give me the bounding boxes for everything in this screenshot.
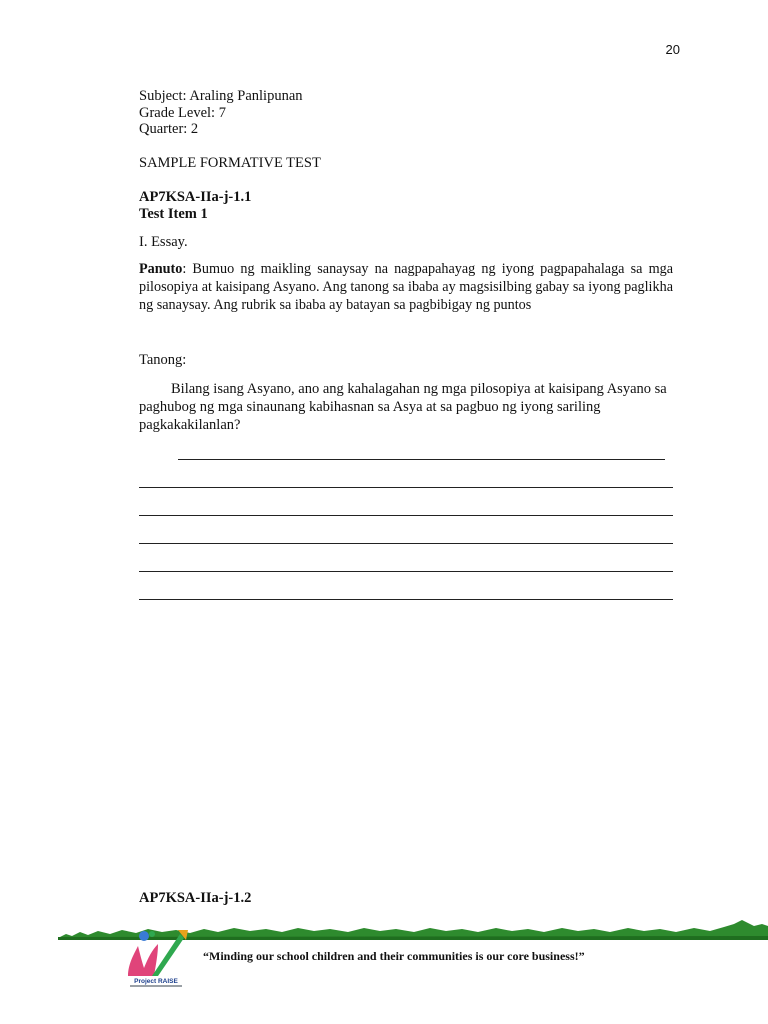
answer-line[interactable] bbox=[139, 599, 673, 600]
project-raise-logo bbox=[122, 924, 190, 990]
question-label: Tanong: bbox=[139, 352, 187, 368]
subject-line: Subject: Araling Panlipunan bbox=[139, 88, 303, 104]
answer-line[interactable] bbox=[139, 515, 673, 516]
answer-line[interactable] bbox=[139, 571, 673, 572]
next-competency-code: AP7KSA-IIa-j-1.2 bbox=[139, 890, 252, 906]
page-number: 20 bbox=[665, 42, 680, 57]
test-item-label: Test Item 1 bbox=[139, 205, 208, 222]
logo-lettering: Project RAISE bbox=[134, 978, 178, 985]
footer-motto: “Minding our school children and their communities is our core business!” bbox=[203, 949, 585, 963]
instructions-text: : Bumuo ng maikling sanaysay na nagpapahayag ng iyong pagpapahalaga sa mga pilosopiya at kaisipang Asyano. Ang tanong sa ibaba ay magsisilbing gabay sa iyong paglikha ng sanaysay. Ang rubrik sa ibaba ay batayan sa pagbibigay ng puntos bbox=[139, 261, 673, 314]
question-text: Bilang isang Asyano, ano ang kahalagahan ng mga pilosopiya at kaisipang Asyano sa paghubog ng mga sinaunang kabihasnan sa Asya at sa pagbuo ng iyong sariling pagkakakilanlan? bbox=[139, 381, 667, 433]
essay-heading: I. Essay. bbox=[139, 234, 188, 250]
instructions-label: Panuto bbox=[139, 261, 183, 277]
competency-code: AP7KSA-IIa-j-1.1 bbox=[139, 189, 252, 205]
answer-line[interactable] bbox=[139, 543, 673, 544]
competency-block bbox=[139, 189, 251, 222]
answer-line[interactable] bbox=[178, 459, 665, 460]
document-meta bbox=[139, 88, 303, 138]
grade-level-line: Grade Level: 7 bbox=[139, 104, 226, 121]
answer-line[interactable] bbox=[139, 487, 673, 488]
question-paragraph bbox=[139, 380, 673, 434]
quarter-line: Quarter: 2 bbox=[139, 121, 199, 137]
instructions-paragraph bbox=[139, 260, 673, 315]
sample-test-heading: SAMPLE FORMATIVE TEST bbox=[139, 155, 321, 171]
